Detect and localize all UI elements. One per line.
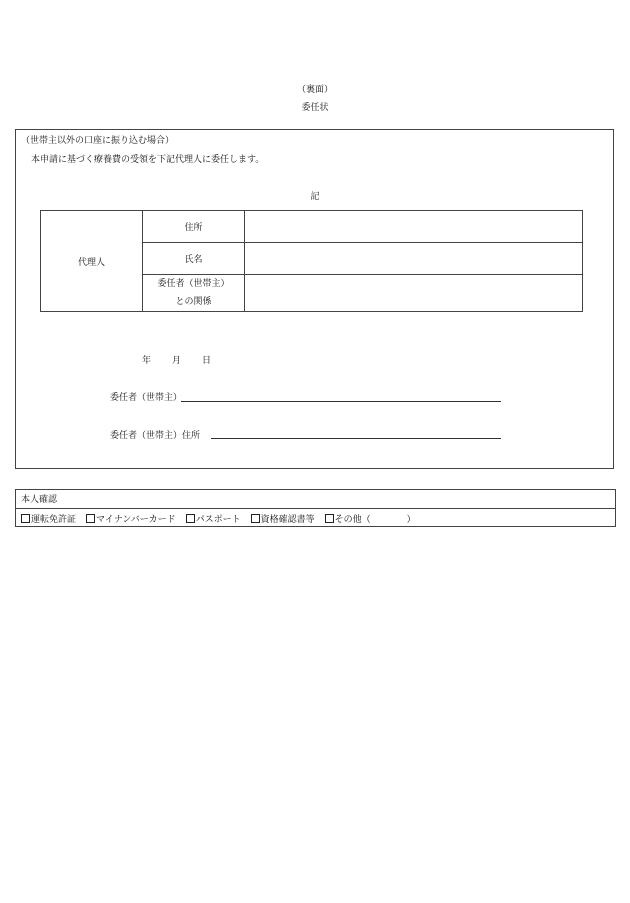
agent-label-cell [41, 211, 143, 312]
address-label: 委任者（世帯主）住所 [110, 431, 201, 441]
relation-label-line2: との関係 [175, 297, 212, 307]
relation-label-cell [143, 275, 245, 312]
agent-table [40, 210, 583, 312]
date-line [142, 353, 211, 366]
ki-heading: 記 [310, 192, 320, 202]
signature-field[interactable] [181, 401, 501, 402]
delegation-intro: 本申請に基づく療養費の受領を下記代理人に委任します。 [31, 155, 265, 165]
signature-label: 委任者（世帯主） [110, 393, 183, 403]
option-label: マイナンバーカード [96, 515, 176, 525]
option-passport[interactable] [186, 512, 241, 525]
option-other[interactable] [325, 512, 416, 525]
agent-relation-field[interactable] [245, 275, 583, 312]
page-subtitle: （裏面） [296, 85, 333, 95]
name-label-cell [143, 243, 245, 275]
checkbox-icon[interactable] [186, 514, 195, 523]
option-label: 運転免許証 [31, 515, 77, 525]
agent-name-label: 氏名 [184, 255, 203, 265]
option-label: その他（ [334, 515, 371, 525]
agent-address-field[interactable] [245, 211, 583, 243]
checkbox-icon[interactable] [21, 514, 30, 523]
delegation-note: （世帯主以外の口座に振り込む場合） [21, 136, 175, 146]
identity-options [21, 512, 426, 525]
agent-label: 代理人 [77, 257, 105, 268]
option-label: 資格確認書等 [260, 515, 315, 525]
date-year-label: 年 [142, 356, 152, 366]
option-my-number-card[interactable] [86, 512, 176, 525]
agent-name-field[interactable] [245, 243, 583, 275]
checkbox-icon[interactable] [325, 514, 334, 523]
other-close-paren: ） [406, 515, 416, 525]
identity-divider [15, 508, 616, 509]
identity-check-title: 本人確認 [21, 495, 58, 505]
page-title: 委任状 [301, 103, 329, 113]
address-field[interactable] [211, 438, 501, 439]
agent-address-label: 住所 [184, 223, 203, 233]
option-label: パスポート [195, 515, 241, 525]
date-month-label: 月 [172, 356, 182, 366]
date-day-label: 日 [202, 356, 212, 366]
option-qualification-certificate[interactable] [251, 512, 315, 525]
relation-label-line1: 委任者（世帯主） [157, 279, 230, 289]
checkbox-icon[interactable] [251, 514, 260, 523]
address-label-cell [143, 211, 245, 243]
option-drivers-license[interactable] [21, 512, 76, 525]
checkbox-icon[interactable] [86, 514, 95, 523]
